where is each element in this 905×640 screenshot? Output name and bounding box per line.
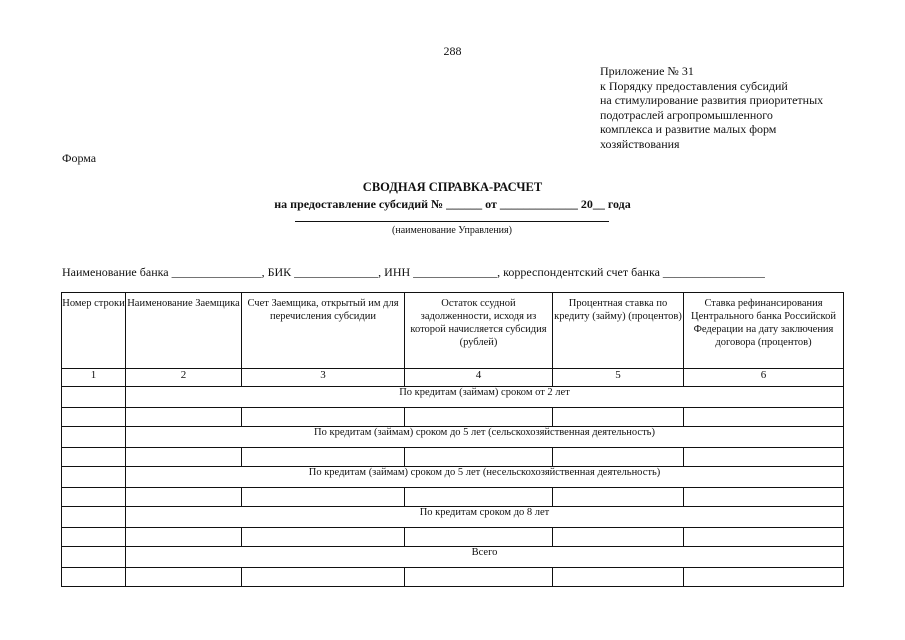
table-cell[interactable] bbox=[405, 528, 553, 547]
column-number: 6 bbox=[684, 369, 844, 387]
document-title: СВОДНАЯ СПРАВКА-РАСЧЕТ bbox=[362, 180, 543, 194]
table-cell[interactable] bbox=[684, 528, 844, 547]
table-cell[interactable] bbox=[62, 408, 126, 427]
table-cell[interactable] bbox=[242, 488, 405, 507]
table-cell[interactable] bbox=[684, 448, 844, 467]
table-row bbox=[62, 528, 844, 547]
table-cell[interactable] bbox=[405, 448, 553, 467]
section-label: По кредитам сроком до 8 лет bbox=[126, 507, 844, 528]
table-cell[interactable] bbox=[553, 448, 684, 467]
table-cell[interactable] bbox=[405, 488, 553, 507]
table-row bbox=[62, 488, 844, 507]
section-row bbox=[62, 467, 844, 488]
table-cell[interactable] bbox=[242, 568, 405, 587]
appendix-line: к Порядку предоставления субсидий bbox=[600, 78, 788, 93]
table-cell[interactable] bbox=[126, 408, 242, 427]
column-number: 3 bbox=[242, 369, 405, 387]
table-cell[interactable] bbox=[405, 408, 553, 427]
table-cell[interactable] bbox=[405, 568, 553, 587]
table-cell[interactable] bbox=[126, 488, 242, 507]
section-row bbox=[62, 387, 844, 408]
column-header: Наименование Заемщика bbox=[126, 293, 242, 369]
column-number: 2 bbox=[126, 369, 242, 387]
column-header: Счет Заемщика, открытый им для перечисления субсидии bbox=[242, 293, 405, 369]
table-cell[interactable] bbox=[62, 568, 126, 587]
column-number: 5 bbox=[553, 369, 684, 387]
section-row bbox=[62, 507, 844, 528]
section-label: По кредитам (займам) сроком от 2 лет bbox=[126, 387, 844, 408]
appendix-note bbox=[600, 64, 870, 151]
row-number-cell bbox=[62, 427, 126, 448]
table-row bbox=[62, 568, 844, 587]
table-cell[interactable] bbox=[242, 448, 405, 467]
form-label: Форма bbox=[62, 151, 97, 165]
section-label: По кредитам (займам) сроком до 5 лет (несельскохозяйственная деятельность) bbox=[126, 467, 844, 488]
table-cell[interactable] bbox=[126, 448, 242, 467]
column-header: Ставка рефинансирования Центрального банка Российской Федерации на дату заключения договора (процентов) bbox=[684, 293, 844, 369]
table-cell[interactable] bbox=[553, 488, 684, 507]
department-name-line bbox=[295, 221, 609, 222]
row-number-cell bbox=[62, 387, 126, 408]
column-number: 4 bbox=[405, 369, 553, 387]
appendix-line: хозяйствования bbox=[600, 136, 680, 151]
bank-details-line: Наименование банка _______________, БИК ______________, ИНН ______________, корреспондентский счет банка _________________ bbox=[62, 265, 765, 279]
page-number: 288 bbox=[443, 44, 462, 58]
section-row bbox=[62, 427, 844, 448]
column-header: Остаток ссудной задолженности, исходя из которой начисляется субсидия (рублей) bbox=[405, 293, 553, 369]
department-caption: (наименование Управления) bbox=[392, 225, 512, 236]
row-number-cell bbox=[62, 467, 126, 488]
total-label: Всего bbox=[126, 547, 844, 568]
column-number-row bbox=[62, 369, 844, 387]
subsidy-table bbox=[61, 292, 844, 587]
section-label: По кредитам (займам) сроком до 5 лет (сельскохозяйственная деятельность) bbox=[126, 427, 844, 448]
table-row bbox=[62, 448, 844, 467]
table-cell[interactable] bbox=[242, 528, 405, 547]
table-cell[interactable] bbox=[242, 408, 405, 427]
table-cell[interactable] bbox=[553, 408, 684, 427]
appendix-line: на стимулирование развития приоритетных bbox=[600, 93, 824, 107]
table-cell[interactable] bbox=[62, 448, 126, 467]
column-header: Процентная ставка по кредиту (займу) (процентов) bbox=[553, 293, 684, 369]
column-number: 1 bbox=[62, 369, 126, 387]
table-cell[interactable] bbox=[553, 528, 684, 547]
table-row bbox=[62, 408, 844, 427]
appendix-line: комплекса и развитие малых форм bbox=[600, 122, 777, 136]
table-cell[interactable] bbox=[553, 568, 684, 587]
table-cell[interactable] bbox=[684, 568, 844, 587]
appendix-line: Приложение № 31 bbox=[600, 64, 694, 78]
table-cell[interactable] bbox=[62, 488, 126, 507]
appendix-line: подотраслей агропромышленного bbox=[600, 107, 773, 122]
table-cell[interactable] bbox=[684, 488, 844, 507]
table-cell[interactable] bbox=[126, 568, 242, 587]
table-cell[interactable] bbox=[126, 528, 242, 547]
table-header-row bbox=[62, 293, 844, 369]
row-number-cell bbox=[62, 547, 126, 568]
column-header: Номер строки bbox=[62, 293, 126, 369]
row-number-cell bbox=[62, 507, 126, 528]
total-row bbox=[62, 547, 844, 568]
document-subtitle: на предоставление субсидий № ______ от _____________ 20__ года bbox=[274, 197, 631, 211]
table-cell[interactable] bbox=[62, 528, 126, 547]
table-cell[interactable] bbox=[684, 408, 844, 427]
